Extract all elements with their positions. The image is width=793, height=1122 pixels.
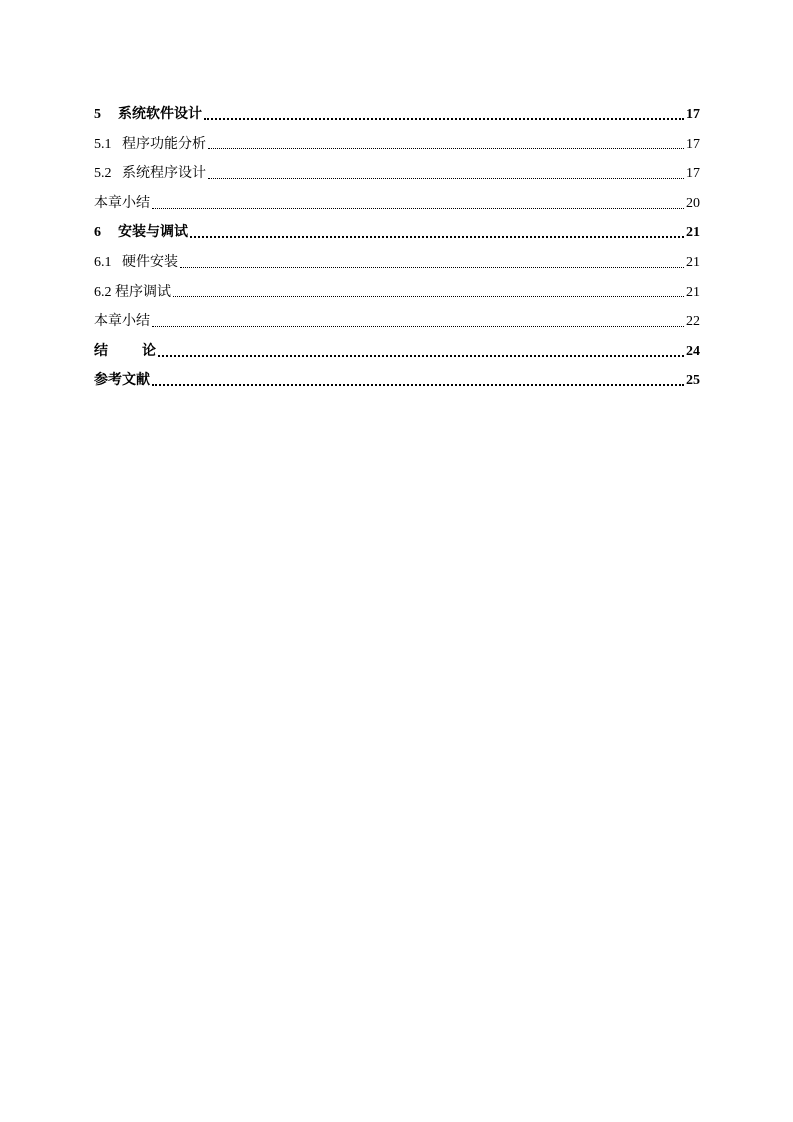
- toc-entry-chapter-5-summary[interactable]: [94, 189, 700, 219]
- toc-entry-label: [94, 100, 202, 130]
- toc-entry-5-2[interactable]: [94, 159, 700, 189]
- table-of-contents: [94, 100, 700, 396]
- toc-entry-page: 25: [686, 373, 700, 389]
- toc-entry-label: [94, 218, 188, 248]
- toc-entry-5-1[interactable]: [94, 130, 700, 160]
- toc-entry-title: 本章小结: [94, 195, 150, 211]
- toc-dot-leader: [180, 256, 684, 270]
- toc-entry-page: 21: [686, 284, 700, 300]
- toc-dot-leader: [190, 226, 684, 240]
- toc-entry-number: 5.2: [94, 166, 112, 182]
- toc-entry-title: 本章小结: [94, 314, 150, 330]
- toc-entry-page: 17: [686, 107, 700, 122]
- toc-dot-leader: [204, 108, 684, 122]
- toc-entry-title: 系统程序设计: [122, 166, 206, 182]
- toc-entry-page: 22: [686, 314, 700, 330]
- toc-dot-leader: [152, 315, 684, 329]
- toc-entry-page: 17: [686, 136, 700, 152]
- toc-entry-5[interactable]: [94, 100, 700, 130]
- toc-entry-title: 硬件安装: [122, 254, 178, 270]
- toc-entry-title: 程序调试: [115, 284, 171, 300]
- toc-entry-page: 21: [686, 254, 700, 270]
- toc-dot-leader: [152, 374, 684, 388]
- toc-entry-number: 6.1: [94, 254, 112, 270]
- toc-entry-label: [94, 248, 178, 278]
- toc-entry-page: 24: [686, 343, 700, 359]
- toc-entry-label: [94, 159, 206, 189]
- toc-entry-label: [94, 189, 150, 219]
- toc-entry-6-2[interactable]: [94, 278, 700, 308]
- toc-entry-label: [94, 337, 156, 367]
- toc-entry-number: 5: [94, 107, 101, 122]
- toc-dot-leader: [152, 197, 684, 211]
- toc-entry-page: 20: [686, 195, 700, 211]
- toc-entry-title: 参考文献: [94, 373, 150, 389]
- toc-entry-6-1[interactable]: [94, 248, 700, 278]
- toc-entry-number: 6.2: [94, 284, 112, 300]
- toc-entry-page: 17: [686, 166, 700, 182]
- toc-entry-title-part1: 结: [94, 343, 108, 359]
- toc-dot-leader: [208, 167, 684, 181]
- toc-entry-title: 程序功能分析: [122, 136, 206, 152]
- toc-entry-label: [94, 278, 171, 308]
- toc-entry-references[interactable]: [94, 366, 700, 396]
- toc-entry-6[interactable]: [94, 218, 700, 248]
- toc-dot-leader: [158, 345, 684, 359]
- toc-entry-title-part2: 论: [142, 343, 156, 359]
- toc-entry-number: 6: [94, 225, 101, 241]
- toc-entry-page: 21: [686, 225, 700, 241]
- toc-entry-number: 5.1: [94, 136, 112, 152]
- toc-entry-title: 安装与调试: [118, 225, 188, 241]
- toc-entry-title: 系统软件设计: [118, 107, 202, 122]
- toc-entry-conclusion[interactable]: [94, 337, 700, 367]
- toc-entry-label: [94, 366, 150, 396]
- toc-dot-leader: [173, 285, 684, 299]
- toc-entry-chapter-6-summary[interactable]: [94, 307, 700, 337]
- toc-entry-label: [94, 130, 206, 160]
- toc-entry-label: [94, 307, 150, 337]
- toc-dot-leader: [208, 137, 684, 151]
